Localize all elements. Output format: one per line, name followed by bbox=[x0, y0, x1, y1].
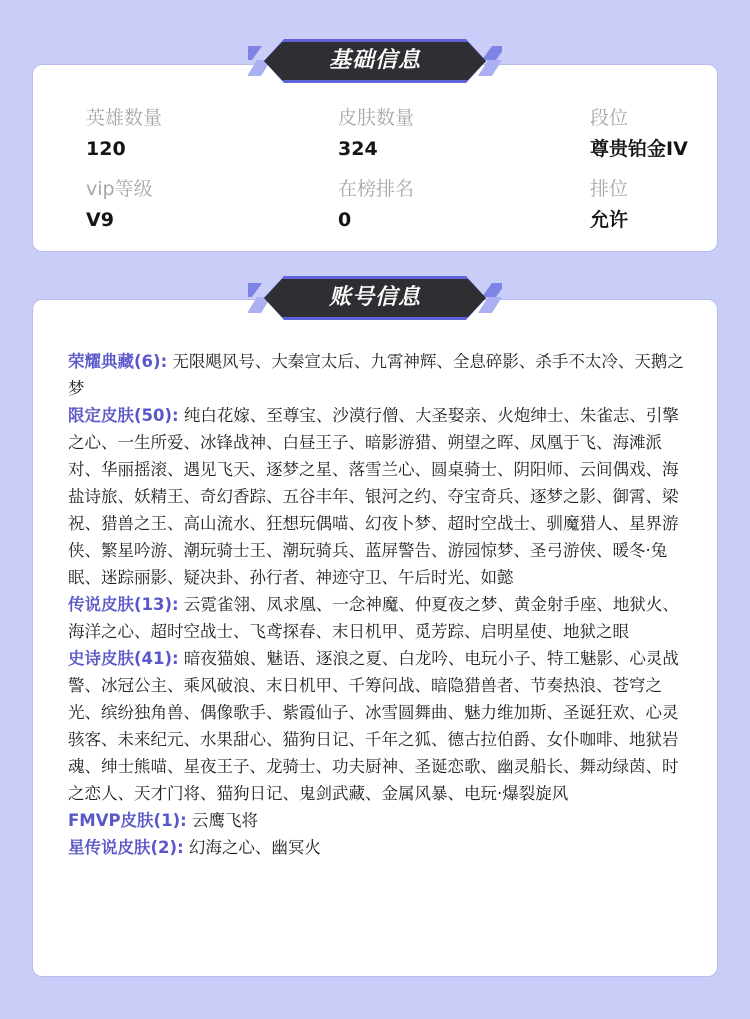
stat-value: 尊贵铂金IV bbox=[590, 138, 688, 160]
basic-info-card bbox=[32, 64, 718, 252]
stat-value: V9 bbox=[86, 209, 114, 231]
skin-group-items: 暗夜猫娘、魅语、逐浪之夏、白龙吟、电玩小子、特工魅影、心灵战警、冰冠公主、乘风破浪、末日机甲、千筹问战、暗隐猎兽者、节奏热浪、苍穹之光、缤纷独角兽、偶像歌手、紫霞仙子、冰雪圆舞曲、魅力维加斯、圣诞狂欢、心灵骇客、未来纪元、水果甜心、猫狗日记、千年之狐、德古拉伯爵、女仆咖啡、地狱岩魂、绅士熊喵、星夜王子、龙骑士、功夫厨神、圣诞恋歌、幽灵船长、舞动绿茵、时之恋人、天才门将、猫狗日记、鬼剑武藏、金属风暴、电玩·爆裂旋风 bbox=[68, 649, 679, 803]
section-title: 账号信息 bbox=[328, 285, 421, 310]
section-title: 基础信息 bbox=[328, 48, 421, 73]
skin-group-items: 纯白花嫁、至尊宝、沙漠行僧、大圣娶亲、火炮绅士、朱雀志、引擎之心、一生所爱、冰锋战神、白昼王子、暗影游猎、朔望之晖、凤凰于飞、海滩派对、华丽摇滚、遇见飞天、逐梦之星、落雪兰心、圆桌骑士、阴阳师、云间偶戏、海盐诗旅、妖精王、奇幻香踪、五谷丰年、银河之约、夺宝奇兵、逐梦之影、御霄、梁祝、猎兽之王、高山流水、狂想玩偶喵、幻夜卜梦、超时空战士、驯魔猎人、星界游侠、繁星吟游、潮玩骑士王、潮玩骑兵、蓝屏警告、游园惊梦、圣弓游侠、暖冬·兔眠、迷踪丽影、疑决卦、孙行者、神迹守卫、午后时光、如懿 bbox=[68, 406, 679, 587]
skin-group-items: 幻海之心、幽冥火 bbox=[188, 838, 321, 857]
stat-hero-count bbox=[86, 106, 162, 161]
stat-leaderboard-rank bbox=[338, 177, 414, 232]
account-info-card bbox=[32, 299, 718, 977]
stat-label: 在榜排名 bbox=[338, 178, 415, 200]
skin-group-heading: 传说皮肤(13): bbox=[68, 595, 179, 614]
stat-label: 皮肤数量 bbox=[338, 107, 415, 129]
stat-label: 段位 bbox=[590, 107, 629, 129]
stat-label: vip等级 bbox=[86, 178, 153, 200]
account-info-header bbox=[248, 275, 502, 321]
skin-group-limited bbox=[68, 402, 692, 591]
skin-group-items: 云鹰飞将 bbox=[191, 811, 258, 830]
stat-label: 英雄数量 bbox=[86, 107, 163, 129]
skin-group-legendary bbox=[68, 591, 692, 645]
skin-group-heading: FMVP皮肤(1): bbox=[68, 811, 187, 830]
basic-info-header bbox=[248, 38, 502, 84]
stat-vip-level bbox=[86, 177, 153, 232]
skin-group-heading: 荣耀典藏(6): bbox=[68, 352, 168, 371]
stat-label: 排位 bbox=[590, 178, 629, 200]
stat-ranked-status bbox=[590, 177, 628, 232]
skin-list bbox=[68, 348, 692, 861]
stat-skin-count bbox=[338, 106, 414, 161]
skin-group-epic bbox=[68, 645, 692, 807]
skin-group-star-legendary bbox=[68, 834, 692, 861]
stat-value: 120 bbox=[86, 138, 126, 160]
stat-rank-tier bbox=[590, 106, 688, 161]
skin-group-items: 云霓雀翎、凤求凰、一念神魔、仲夏夜之梦、黄金射手座、地狱火、海洋之心、超时空战士、飞鸢探春、末日机甲、觅芳踪、启明星使、地狱之眼 bbox=[68, 595, 679, 641]
skin-group-fmvp bbox=[68, 807, 692, 834]
stat-value: 0 bbox=[338, 209, 352, 231]
skin-group-heading: 史诗皮肤(41): bbox=[68, 649, 179, 668]
skin-group-glory-collection bbox=[68, 348, 692, 402]
stat-value: 允许 bbox=[590, 209, 629, 231]
skin-group-heading: 星传说皮肤(2): bbox=[68, 838, 184, 857]
skin-group-heading: 限定皮肤(50): bbox=[68, 406, 179, 425]
skin-group-items: 无限飓风号、大秦宣太后、九霄神辉、全息碎影、杀手不太冷、天鹅之梦 bbox=[68, 352, 684, 398]
stat-value: 324 bbox=[338, 138, 378, 160]
